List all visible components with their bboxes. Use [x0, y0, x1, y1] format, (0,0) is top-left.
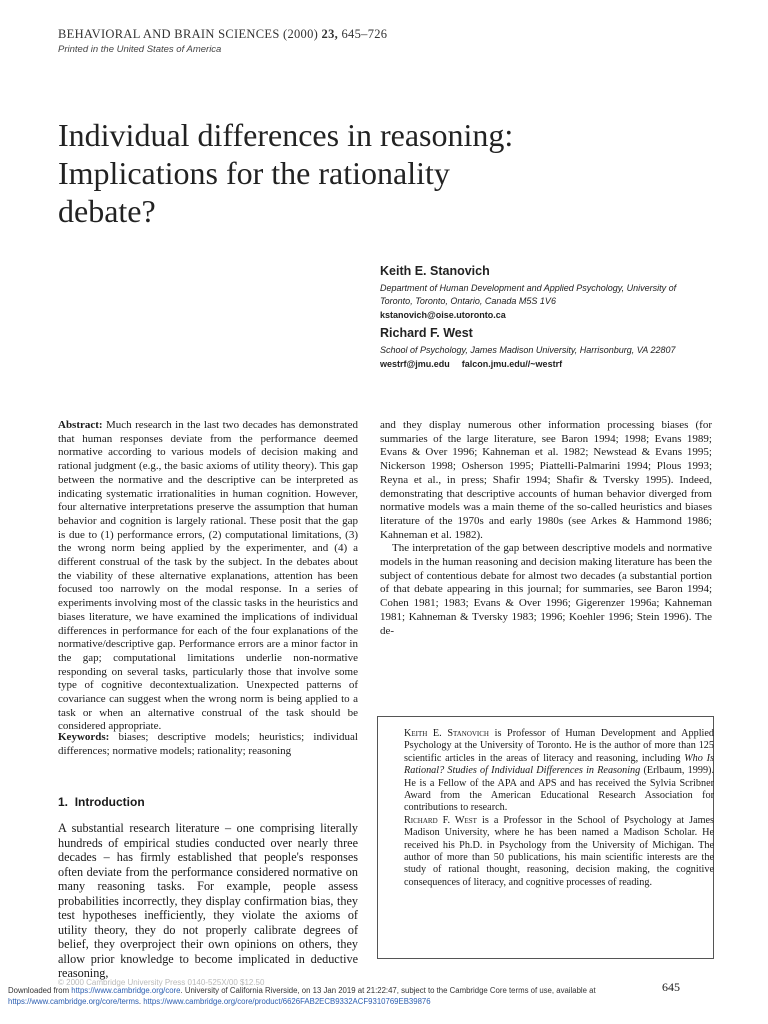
- keywords: [58, 731, 358, 758]
- keywords-text: biases; descriptive models; heuristics; individual differences; normative models; rationality; reasoning: [58, 731, 358, 757]
- journal-citation: [58, 27, 387, 42]
- author-affiliation: Department of Human Development and Applied Psychology, University of Toronto, Toronto, Ontario, Canada M5S 1V6: [380, 283, 677, 306]
- abstract-label: Abstract:: [58, 419, 103, 431]
- author-email[interactable]: [380, 357, 720, 371]
- title-line: Individual differences in reasoning:: [58, 117, 514, 153]
- author-bio: Keith E. Stanovich is Professor of Human Development and Applied Psychology at the University of Toronto. He is the author of more than 125 scientific articles in the areas of literacy and reasoning, including Who Is Rational? Studies of Individual Differences in Reasoning (Erlbaum, 1999). He is a Fellow of the APA and APS and has received the Sylvia Scribner Award from the American Educational Research Association for contributions to research. Richard F. West is a Professor in the School of Psychology at James Madison University, where he has been named a Madison Scholar. He received his Ph.D. in Psychology from the University of Michigan. The author of more than 50 publications, his main scientific interests are the study of rational thought, reasoning, decision making, the cognitive consequences of literacy, and cognitive processes of reading.: [404, 728, 715, 888]
- title-line: Implications for the rationality: [58, 155, 450, 191]
- author-email[interactable]: kstanovich@oise.utoronto.ca: [380, 310, 506, 320]
- abstract: [58, 419, 358, 734]
- author-affiliation: School of Psychology, James Madison University, Harrisonburg, VA 22807: [380, 345, 676, 355]
- printed-note: Printed in the United States of America: [58, 44, 222, 55]
- author-name: Keith E. Stanovich: [380, 264, 490, 278]
- bio-book-title: Who Is Rational? Studies of Individual Differences in Reasoning: [404, 752, 714, 777]
- author-west: [380, 326, 720, 371]
- right-column-text: [380, 419, 712, 638]
- body-paragraph: The interpretation of the gap between descriptive models and normative models in the human reasoning and decision making literature has been the subject of contentious debate for almost two decades (a substantial portion of that debate appearing in this journal; for summaries, see Baron 1994; Cohen 1981; 1983; Evans & Over 1996; Gigerenzer 1996a; Kahneman 1981; Kahneman & Tversky 1983; 1996; Koehler 1996; Stein 1996). The de-: [380, 542, 712, 637]
- keywords-label: Keywords:: [58, 731, 110, 743]
- author-email-address[interactable]: westrf@jmu.edu: [380, 359, 450, 369]
- download-footer: Downloaded from https://www.cambridge.org/core. University of California Riverside, on 13 Jan 2019 at 21:22:47, subject to the Cambridge Core terms of use, available at https://www.cambridge.org/core/terms. https://www.cambridge.org/core/product/6626FAB2ECB9332ACF9310769EB39876: [8, 986, 596, 1006]
- title-line: debate?: [58, 193, 156, 229]
- author-web-address[interactable]: falcon.jmu.edu//~westrf: [461, 359, 563, 369]
- journal-name: BEHAVIORAL AND BRAIN SCIENCES (2000): [58, 27, 322, 41]
- section-title: Introduction: [74, 795, 145, 809]
- section-number: 1.: [58, 795, 69, 809]
- cambridge-core-link[interactable]: https://www.cambridge.org/core: [71, 986, 181, 995]
- article-title: [58, 116, 578, 230]
- body-paragraph: and they display numerous other information processing biases (for summaries of the large literature, see Baron 1994; 1998; Evans 1989; Evans & Over 1996; Kahneman et al. 1982; Newstead & Evans 1995; Nickerson 1998; Osherson 1995; Piattelli-Palmarini 1994; Plous 1993; Reyna et al., in press; Shafir 1994; Shafir & Tversky 1995). Indeed, demonstrating that descriptive accounts of human behavior diverged from normative models was a main theme of the so-called heuristics and biases literature of the 1970s and early 1980s (see Arkes & Hammond 1986; Kahneman et al. 1982).: [380, 419, 712, 541]
- copyright-line: © 2000 Cambridge University Press 0140-525X/00 $12.50: [58, 978, 265, 987]
- terms-link[interactable]: https://www.cambridge.org/core/terms: [8, 997, 139, 1006]
- author-name: Richard F. West: [380, 326, 473, 340]
- bio-name: Keith E. Stanovich: [404, 728, 489, 739]
- bio-name: Richard F. West: [404, 814, 477, 826]
- abstract-text: Much research in the last two decades has demonstrated that human responses deviate from the performance deemed normative according to various models of decision making and rational judgment (e.g., the basic axioms of utility theory). This gap between the normative and the descriptive can be interpreted as indicating systematic irrationalities in human cognition. However, four alternative interpretations preserve the assumption that human behavior and cognition is largely rational. These posit that the gap is due to (1) performance errors, (2) computational limitations, (3) the wrong norm being applied by the experimenter, and (4) a different construal of the task by the subject. In the debates about the viability of these alternative explanations, attention has been focused too narrowly on the modal response. In a series of experiments involving most of the classic tasks in the heuristics and biases literature, we have examined the implications of individual differences in performance for each of the four explanations of the normative/descriptive gap. Performance errors are a minor factor in the gap; computational limitations underlie non-normative responding on several tasks, particularly those that involve some type of cognitive decontextualization. Unexpected patterns of covariance can suggest when the wrong norm is being applied to a task or when an alternative construal of the task should be considered appropriate.: [58, 419, 358, 733]
- journal-volume: 23,: [321, 27, 339, 41]
- intro-paragraph: A substantial research literature – one comprising literally hundreds of empirical studies conducted over nearly three decades – has firmly established that people's responses often deviate from the performance considered normative on many reasoning tasks. For example, people assess probabilities incorrectly, they display confirmation bias, they test hypotheses inefficiently, they violate the axioms of utility theory, they do not properly calibrate degrees of belief, they overproject their own opinions on others, they allow prior knowledge to become implicated in deductive reasoning,: [58, 821, 358, 980]
- section-heading: [58, 795, 145, 809]
- page-number: 645: [662, 980, 680, 994]
- journal-pages: 645–726: [338, 27, 388, 41]
- author-stanovich: [380, 264, 720, 322]
- product-link[interactable]: https://www.cambridge.org/core/product/6626FAB2ECB9332ACF9310769EB39876: [143, 997, 431, 1006]
